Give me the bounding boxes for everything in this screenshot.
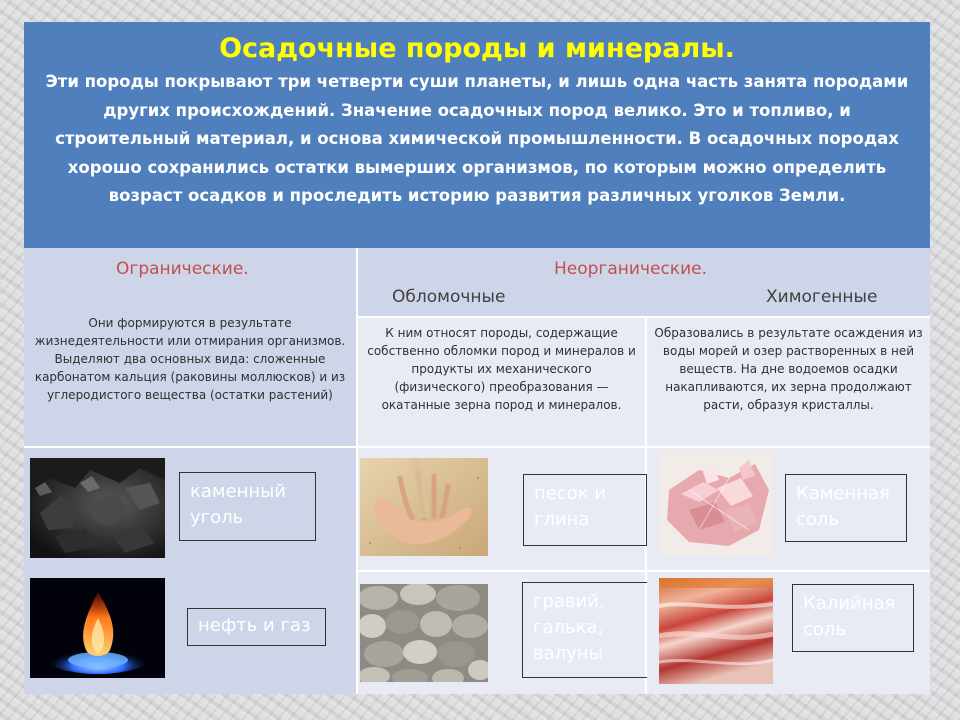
clastic-description: К ним относят породы, содержащие собственно обломки пород и минералов и продукты их механического (физического) преобразования — окатанные зерна пород и минералов. [367, 326, 636, 412]
potash-salt-cell [647, 572, 930, 694]
sand-clay-label: песок и глина [523, 474, 647, 546]
intro-text: Эти породы покрывают три четверти суши планеты, и лишь одна часть занята породами других происхождений. Значение осадочных пород велико. Это и топливо, и строительный материал, и основа химической промышленности. В осадочных породах хорошо сохранились остатки вымерших организмов, по которым можно определить возраст осадков и проследить историю развития различных уголков Земли. [45, 72, 909, 205]
potash-salt-label: Калийная соль [792, 584, 914, 652]
gravel-pebbles-boulders-label: гравий, галька, валуны [522, 582, 648, 678]
oil-gas-label: нефть и газ [187, 608, 326, 646]
chemogenic-description-cell [647, 318, 930, 446]
sand-cell [358, 448, 645, 570]
chemogenic-description: Образовались в результате осаждения из воды морей и озер растворенных в ней веществ. На дне водоемов осадки накапливаются, их зерна продолжают расти, образуя кристаллы. [654, 326, 923, 412]
rock-salt-photo [659, 450, 773, 556]
header-banner [24, 22, 930, 248]
organic-examples-cell [24, 448, 356, 694]
page-title: Осадочные породы и минералы. [219, 33, 735, 64]
chemogenic-heading: Химогенные [766, 287, 878, 307]
sand-hand-photo [360, 458, 488, 556]
inorganic-heading: Неорганические. [554, 259, 707, 279]
coal-photo [30, 458, 165, 558]
rock-salt-cell [647, 448, 930, 570]
coal-label: каменный уголь [179, 472, 316, 541]
pebbles-cell [358, 572, 645, 694]
clastic-heading: Обломочные [392, 287, 506, 307]
inorganic-header-cell [358, 248, 930, 316]
potash-salt-photo [659, 578, 773, 684]
clastic-description-cell [358, 318, 645, 446]
gas-flame-photo [30, 578, 165, 678]
rock-salt-label: Каменная соль [785, 474, 907, 542]
classification-table [24, 248, 930, 694]
organic-description: Они формируются в результате жизнедеятельности или отмирания организмов. Выделяют два основных вида: сложенные карбонатом кальция (раковины моллюсков) и из углеродистого вещества (остатки растений) [34, 316, 346, 402]
pebbles-photo [360, 584, 488, 682]
organic-heading: Ограничеcкие. [116, 259, 249, 279]
organic-header-cell [24, 248, 356, 446]
